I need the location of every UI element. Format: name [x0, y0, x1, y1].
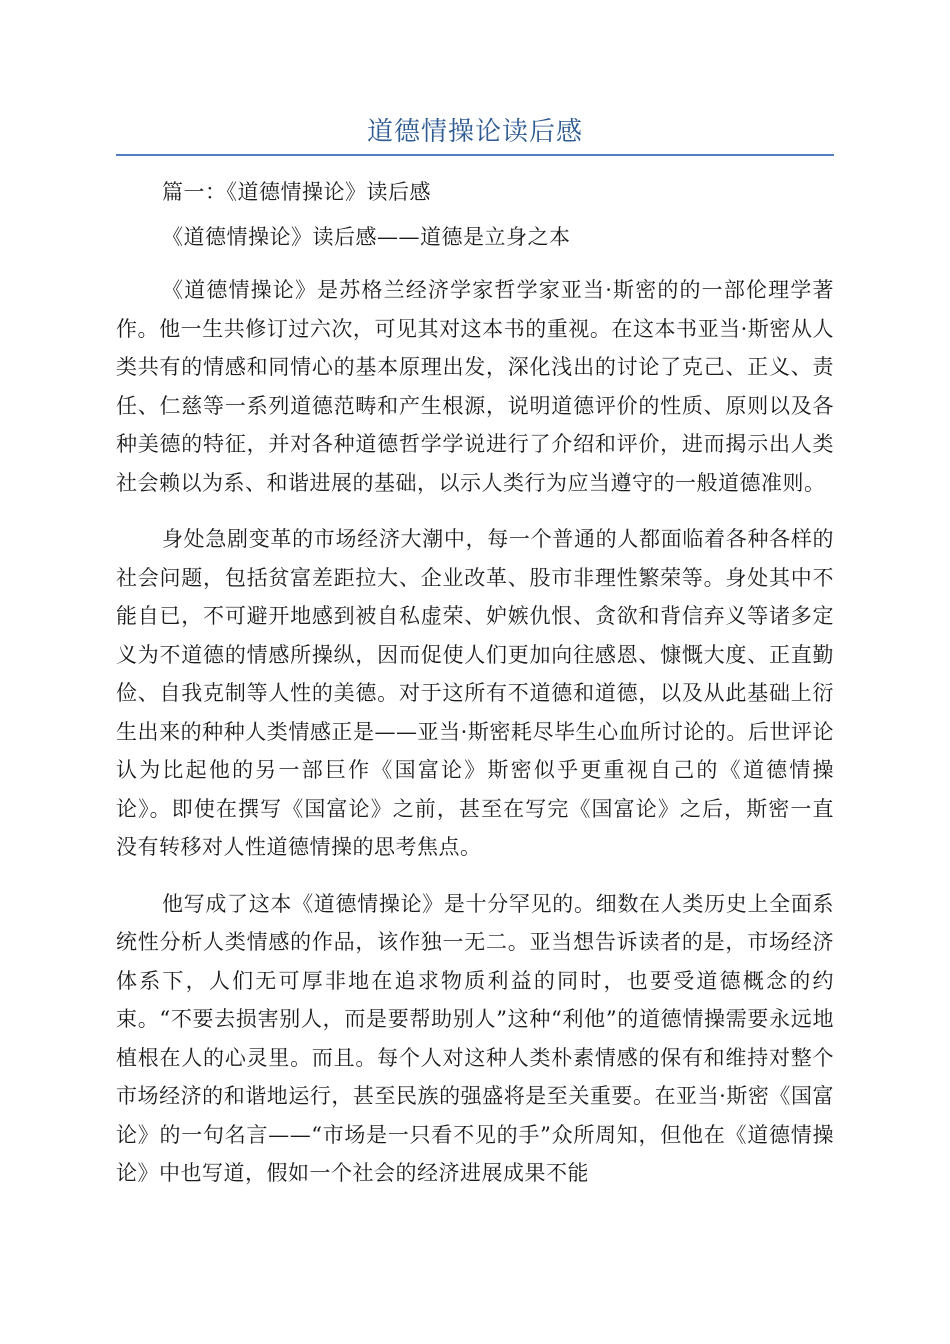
paragraph-2: 身处急剧变革的市场经济大潮中，每一个普通的人都面临着各种各样的社会问题，包括贫富差距拉大、企业改革、股市非理性繁荣等。身处其中不能自已，不可避开地感到被自私虚荣、妒嫉仇恨、贪欲和背信弃义等诸多定义为不道德的情感所操纵，因而促使人们更加向往感恩、慷慨大度、正直勤俭、自我克制等人性的美德。对于这所有不道德和道德，以及从此基础上衍生出来的种种人类情感正是——亚当·斯密耗尽毕生心血所讨论的。后世评论认为比起他的另一部巨作《国富论》斯密似乎更重视自己的《道德情操论》。即使在撰写《国富论》之前，甚至在写完《国富论》之后，斯密一直没有转移对人性道德情操的思考焦点。: [116, 527, 834, 859]
title-underline: [116, 154, 834, 156]
section-subheading: 《道德情操论》读后感——道德是立身之本: [162, 225, 571, 249]
paragraph-3: 他写成了这本《道德情操论》是十分罕见的。细数在人类历史上全面系统性分析人类情感的作品，该作独一无二。亚当想告诉读者的是，市场经济体系下，人们无可厚非地在追求物质利益的同时，也要受道德概念的约束。“不要去损害别人，而是要帮助别人”这种“利他”的道德情操需要永远地植根在人的心灵里。而且。每个人对这种人类朴素情感的保有和维持对整个市场经济的和谐地运行，甚至民族的强盛将是至关重要。在亚当·斯密《国富论》的一句名言——“市场是一只看不见的手”众所周知，但他在《道德情操论》中也写道，假如一个社会的经济进展成果不能: [116, 891, 834, 1185]
paragraph-1: 《道德情操论》是苏格兰经济学家哲学家亚当·斯密的的一部伦理学著作。他一生共修订过六次，可见其对这本书的重视。在这本书亚当·斯密从人类共有的情感和同情心的基本原理出发，深化浅出的讨论了克己、正义、责任、仁慈等一系列道德范畴和产生根源，说明道德评价的性质、原则以及各种美德的特征，并对各种道德哲学学说进行了介绍和评价，进而揭示出人类社会赖以为系、和谐进展的基础，以示人类行为应当遵守的一般道德准则。: [116, 278, 834, 495]
section-heading: 篇一：《道德情操论》读后感: [162, 180, 431, 204]
document-title: 道德情操论读后感: [366, 117, 583, 147]
document-body: [116, 173, 834, 1211]
